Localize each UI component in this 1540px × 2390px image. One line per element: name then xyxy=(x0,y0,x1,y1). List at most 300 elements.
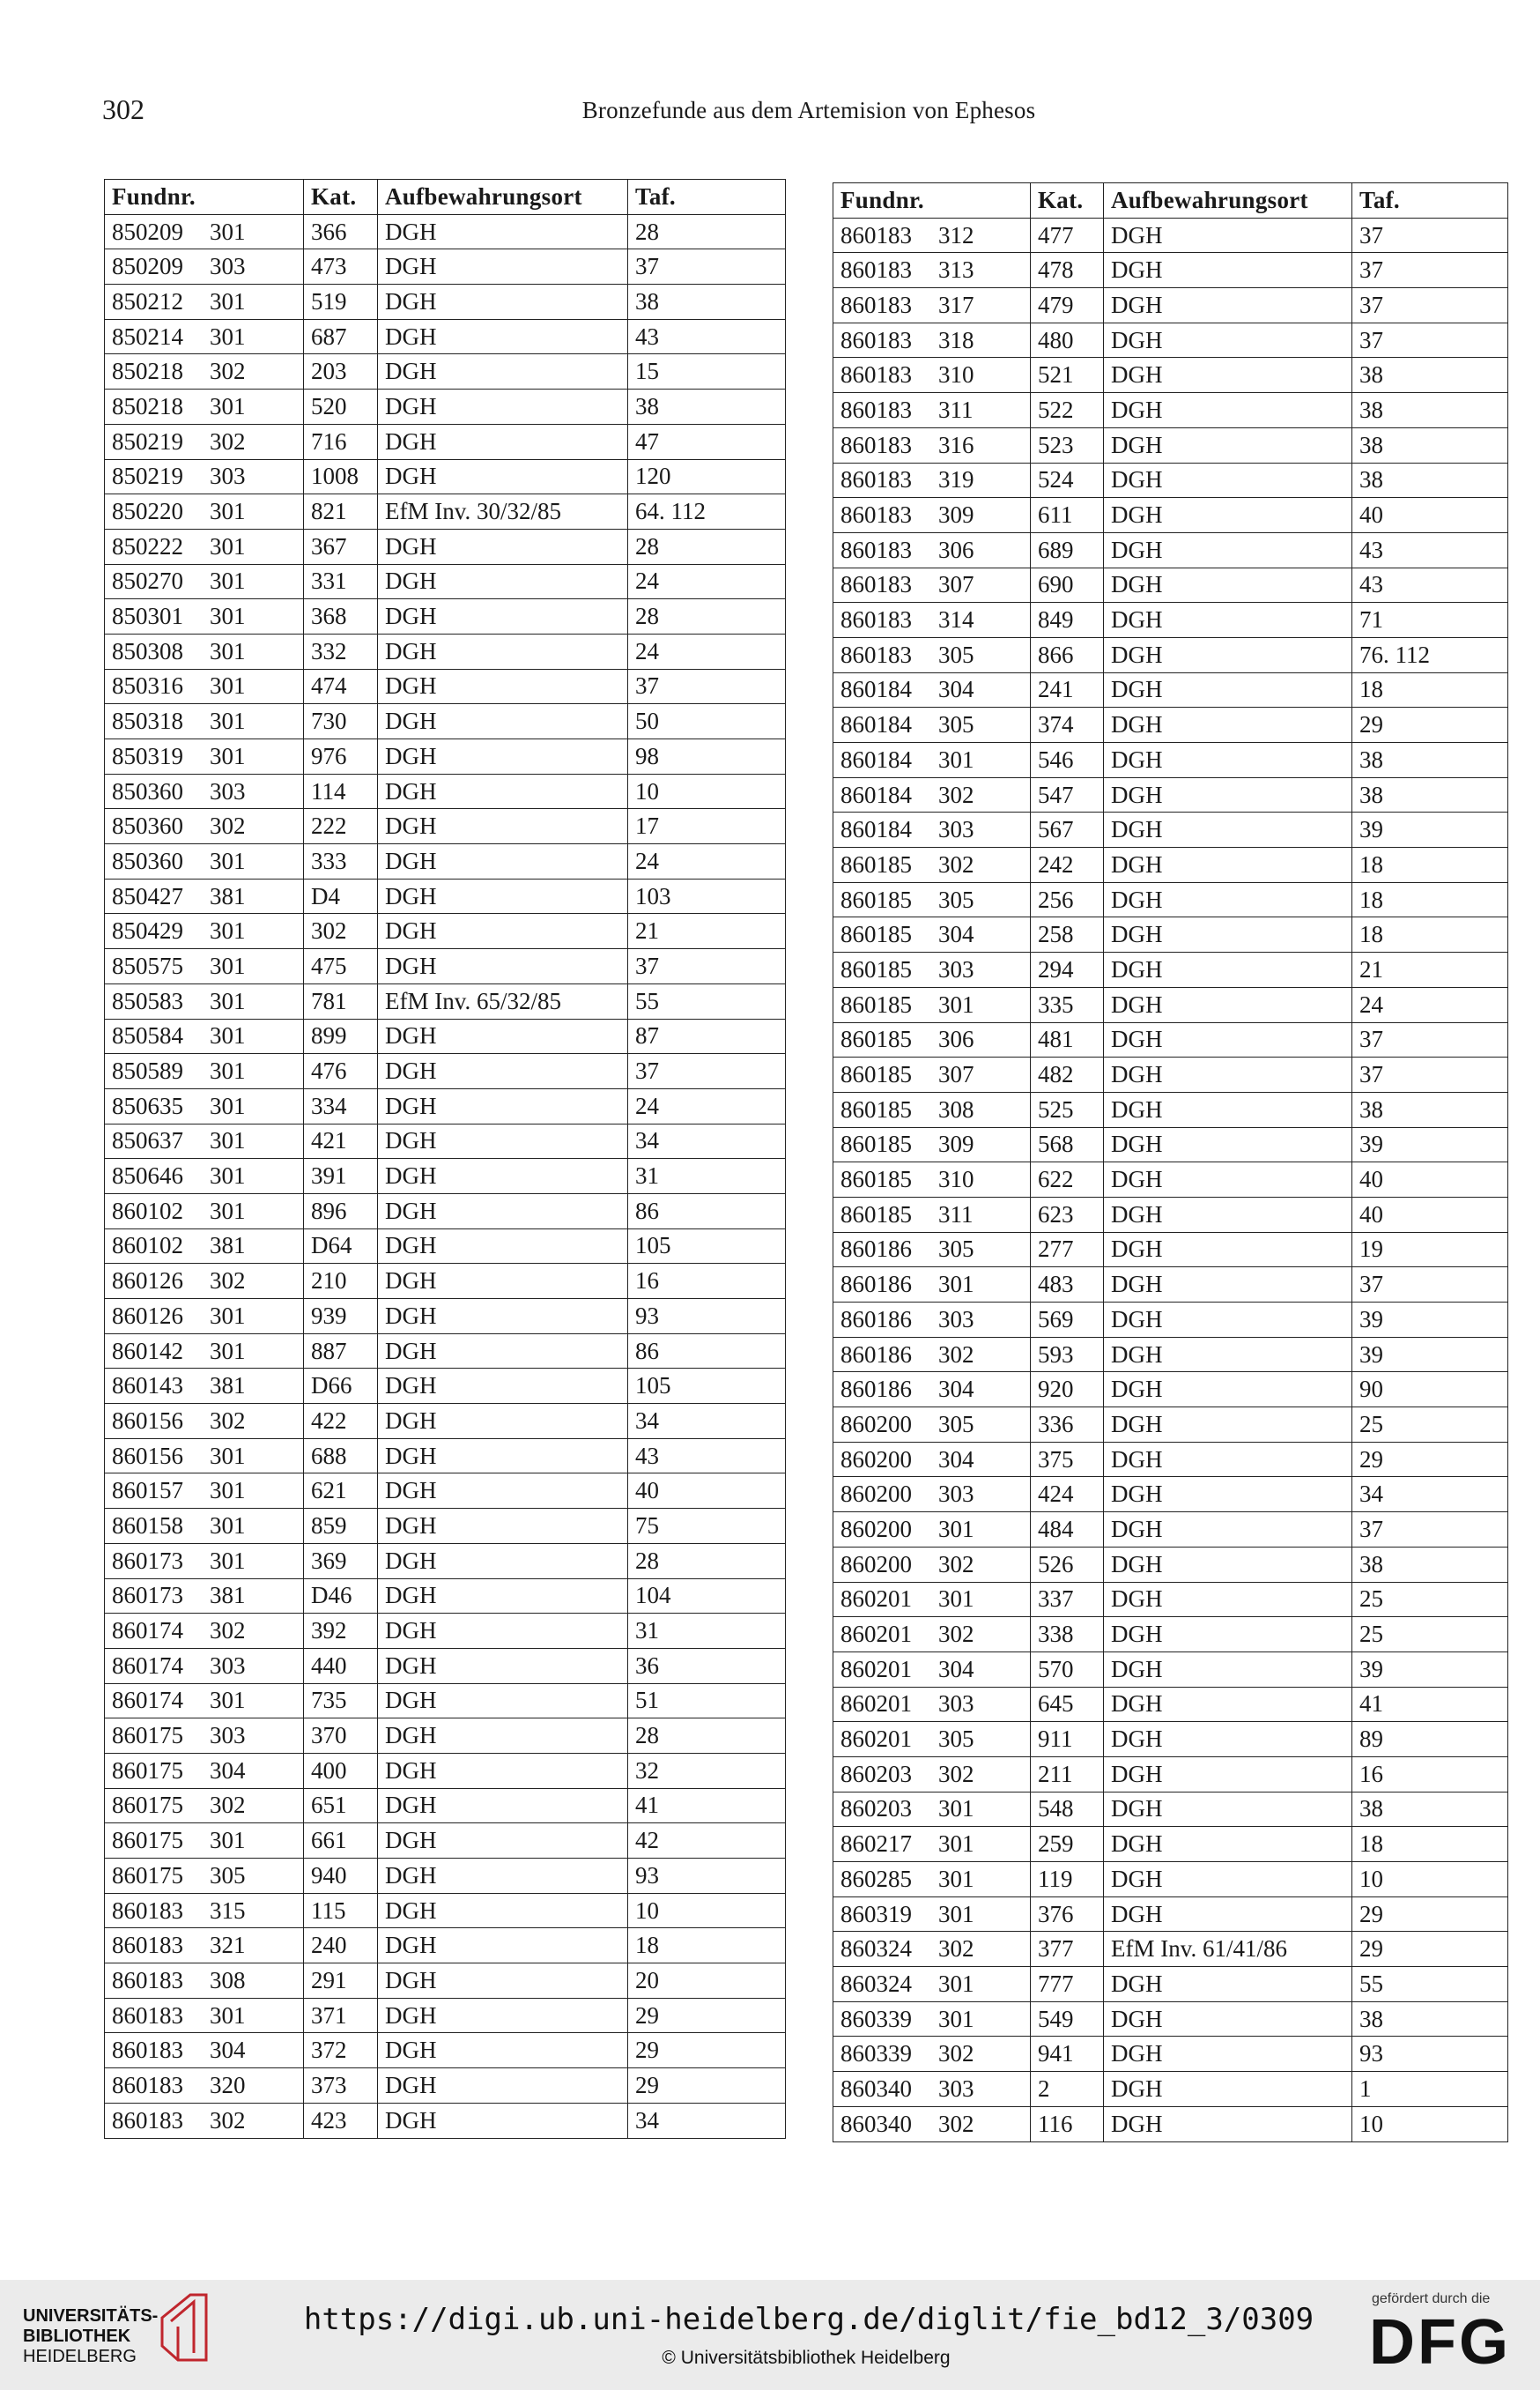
cell-aufbewahrungsort: DGH xyxy=(378,214,628,249)
cell-kat: 548 xyxy=(1031,1792,1104,1827)
cell-fundnr xyxy=(833,1022,1031,1058)
cell-taf: 37 xyxy=(628,1054,786,1089)
fundnr-subnumber: 303 xyxy=(210,463,246,490)
cell-aufbewahrungsort: DGH xyxy=(1104,1442,1352,1477)
cell-kat: 941 xyxy=(1031,2037,1104,2072)
cell-aufbewahrungsort: DGH xyxy=(1104,1407,1352,1443)
cell-fundnr xyxy=(105,1228,304,1264)
cell-fundnr xyxy=(105,1788,304,1823)
fundnr-subnumber: 306 xyxy=(938,536,974,563)
cell-fundnr xyxy=(105,424,304,459)
table-row xyxy=(833,1862,1508,1897)
table-row xyxy=(833,253,1508,288)
cell-aufbewahrungsort: DGH xyxy=(1104,218,1352,253)
fundnr-subnumber: 307 xyxy=(938,571,974,598)
cell-fundnr xyxy=(105,390,304,425)
cell-aufbewahrungsort: DGH xyxy=(1104,1617,1352,1652)
table-row xyxy=(105,1509,786,1544)
fundnr-number: 850575 xyxy=(112,952,183,979)
cell-taf: 105 xyxy=(628,1369,786,1404)
table-row xyxy=(105,2033,786,2068)
fundnr-number: 850635 xyxy=(112,1092,183,1119)
cell-fundnr xyxy=(105,879,304,914)
cell-aufbewahrungsort: DGH xyxy=(378,2103,628,2138)
table-header-row xyxy=(105,180,786,215)
cell-fundnr xyxy=(833,2037,1031,2072)
fundnr-subnumber: 303 xyxy=(938,2075,974,2102)
cell-kat: D66 xyxy=(304,1369,378,1404)
cell-kat: 335 xyxy=(1031,987,1104,1022)
cell-taf: 55 xyxy=(628,983,786,1019)
fundnr-subnumber: 303 xyxy=(938,955,974,983)
cell-taf: 41 xyxy=(628,1788,786,1823)
fundnr-subnumber: 301 xyxy=(210,672,246,700)
cell-taf: 71 xyxy=(1352,603,1508,638)
table-header-row xyxy=(833,183,1508,219)
cell-aufbewahrungsort: DGH xyxy=(378,949,628,984)
table-row xyxy=(105,424,786,459)
cell-kat: 689 xyxy=(1031,532,1104,568)
cell-fundnr xyxy=(833,1337,1031,1372)
cell-fundnr xyxy=(833,603,1031,638)
fundnr-number: 860339 xyxy=(840,2005,912,2032)
table-row xyxy=(833,672,1508,708)
cell-aufbewahrungsort: DGH xyxy=(378,1264,628,1299)
cell-taf: 38 xyxy=(628,390,786,425)
dfg-logo[interactable]: DFG xyxy=(1369,2307,1511,2378)
fundnr-number: 860173 xyxy=(112,1582,183,1609)
fundnr-number: 850219 xyxy=(112,427,183,455)
cell-aufbewahrungsort: DGH xyxy=(378,669,628,704)
cell-fundnr xyxy=(833,953,1031,988)
cell-taf: 36 xyxy=(628,1648,786,1683)
table-row xyxy=(833,1267,1508,1303)
fundnr-subnumber: 312 xyxy=(938,221,974,249)
fundnr-subnumber: 302 xyxy=(210,1617,246,1644)
cell-aufbewahrungsort: DGH xyxy=(1104,672,1352,708)
cell-aufbewahrungsort: DGH xyxy=(378,354,628,390)
table-row xyxy=(833,603,1508,638)
cell-kat: 859 xyxy=(304,1509,378,1544)
cell-taf: 38 xyxy=(1352,2001,1508,2037)
table-row xyxy=(105,1614,786,1649)
fundnr-number: 850316 xyxy=(112,672,183,700)
cell-aufbewahrungsort: DGH xyxy=(1104,1582,1352,1617)
table-row xyxy=(105,774,786,809)
fundnr-number: 860184 xyxy=(840,711,912,739)
cell-fundnr xyxy=(105,494,304,530)
cell-kat: 116 xyxy=(1031,2106,1104,2141)
cell-taf: 28 xyxy=(628,529,786,564)
cell-aufbewahrungsort: DGH xyxy=(1104,1303,1352,1338)
cell-aufbewahrungsort: DGH xyxy=(1104,1687,1352,1722)
cell-fundnr xyxy=(105,809,304,844)
fundnr-subnumber: 311 xyxy=(938,1200,974,1228)
cell-fundnr xyxy=(105,1088,304,1124)
cell-fundnr xyxy=(105,1369,304,1404)
fundnr-subnumber: 305 xyxy=(938,711,974,739)
cell-aufbewahrungsort: DGH xyxy=(378,1859,628,1894)
cell-taf: 93 xyxy=(628,1299,786,1334)
cell-aufbewahrungsort: DGH xyxy=(1104,463,1352,498)
fundnr-subnumber: 302 xyxy=(938,1550,974,1577)
fundnr-number: 850222 xyxy=(112,532,183,560)
table-row xyxy=(105,1369,786,1404)
cell-fundnr xyxy=(105,914,304,949)
cell-taf: 93 xyxy=(1352,2037,1508,2072)
cell-fundnr xyxy=(105,1578,304,1614)
cell-aufbewahrungsort: DGH xyxy=(378,1753,628,1788)
fundnr-subnumber: 301 xyxy=(210,1127,246,1154)
table-row xyxy=(833,882,1508,917)
cell-fundnr xyxy=(833,708,1031,743)
fundnr-number: 860203 xyxy=(840,1795,912,1822)
cell-kat: 484 xyxy=(1031,1512,1104,1548)
cell-taf: 38 xyxy=(1352,358,1508,393)
fundnr-subnumber: 301 xyxy=(938,1795,974,1822)
cell-aufbewahrungsort: DGH xyxy=(378,1683,628,1718)
cell-fundnr xyxy=(105,1718,304,1754)
cell-kat: 277 xyxy=(1031,1232,1104,1267)
cell-aufbewahrungsort: DGH xyxy=(1104,1792,1352,1827)
table-row xyxy=(833,358,1508,393)
cell-aufbewahrungsort: DGH xyxy=(378,809,628,844)
cell-fundnr xyxy=(105,739,304,775)
table-row xyxy=(833,1127,1508,1162)
table-row xyxy=(833,1477,1508,1512)
cell-aufbewahrungsort: DGH xyxy=(378,1473,628,1509)
cell-kat: 333 xyxy=(304,844,378,880)
table-row xyxy=(833,953,1508,988)
table-row xyxy=(833,1092,1508,1127)
cell-kat: 849 xyxy=(1031,603,1104,638)
fundnr-number: 850360 xyxy=(112,777,183,805)
cell-fundnr xyxy=(833,1058,1031,1093)
cell-aufbewahrungsort: DGH xyxy=(1104,1092,1352,1127)
fundnr-number: 860183 xyxy=(840,291,912,318)
cell-taf: 103 xyxy=(628,879,786,914)
cell-aufbewahrungsort: DGH xyxy=(378,1509,628,1544)
cell-taf: 38 xyxy=(1352,1792,1508,1827)
cell-aufbewahrungsort: EfM Inv. 30/32/85 xyxy=(378,494,628,530)
fundnr-number: 860175 xyxy=(112,1722,183,1749)
fundnr-number: 860319 xyxy=(840,1900,912,1927)
cell-aufbewahrungsort: DGH xyxy=(378,249,628,285)
cell-taf: 38 xyxy=(1352,743,1508,778)
fundnr-subnumber: 301 xyxy=(210,1511,246,1539)
cell-kat: 376 xyxy=(1031,1896,1104,1932)
table-row xyxy=(105,809,786,844)
fundnr-number: 860175 xyxy=(112,1756,183,1784)
cell-aufbewahrungsort: DGH xyxy=(378,1998,628,2033)
cell-aufbewahrungsort: DGH xyxy=(378,879,628,914)
cell-kat: 522 xyxy=(1031,393,1104,428)
table-row xyxy=(105,1578,786,1614)
cell-kat: 480 xyxy=(1031,323,1104,358)
cell-kat: 119 xyxy=(1031,1862,1104,1897)
table-row xyxy=(105,319,786,354)
cell-aufbewahrungsort: DGH xyxy=(1104,743,1352,778)
fundnr-subnumber: 301 xyxy=(210,498,246,525)
cell-fundnr xyxy=(833,1792,1031,1827)
table-row xyxy=(105,1473,786,1509)
cell-kat: 939 xyxy=(304,1299,378,1334)
fundnr-number: 850209 xyxy=(112,218,183,245)
fundnr-number: 860339 xyxy=(840,2040,912,2067)
cell-kat: 911 xyxy=(1031,1722,1104,1757)
table-row xyxy=(833,1407,1508,1443)
fundnr-subnumber: 305 xyxy=(938,1410,974,1437)
fundnr-number: 860158 xyxy=(112,1511,183,1539)
cell-kat: 258 xyxy=(1031,917,1104,953)
fundnr-subnumber: 301 xyxy=(210,323,246,350)
cell-taf: 37 xyxy=(1352,323,1508,358)
cell-kat: 367 xyxy=(304,529,378,564)
fundnr-subnumber: 314 xyxy=(938,606,974,634)
fundnr-subnumber: 307 xyxy=(938,1061,974,1088)
fundnr-subnumber: 302 xyxy=(210,2106,246,2134)
fundnr-number: 860185 xyxy=(840,1026,912,1053)
table-row xyxy=(105,739,786,775)
fundnr-subnumber: 308 xyxy=(210,1966,246,1993)
fundnr-subnumber: 301 xyxy=(938,1830,974,1858)
cell-aufbewahrungsort: DGH xyxy=(378,1333,628,1369)
cell-fundnr xyxy=(833,1582,1031,1617)
table-row xyxy=(105,1333,786,1369)
fundnr-number: 860183 xyxy=(112,1966,183,1993)
fundnr-number: 860157 xyxy=(112,1477,183,1504)
cell-fundnr xyxy=(105,774,304,809)
cell-fundnr xyxy=(105,459,304,494)
fundnr-subnumber: 305 xyxy=(210,1861,246,1889)
fundnr-subnumber: 302 xyxy=(938,1760,974,1787)
cell-taf: 25 xyxy=(1352,1407,1508,1443)
table-row xyxy=(105,1299,786,1334)
cell-fundnr xyxy=(833,253,1031,288)
cell-fundnr xyxy=(833,1896,1031,1932)
fundnr-number: 860183 xyxy=(840,396,912,423)
cell-taf: 38 xyxy=(1352,393,1508,428)
fundnr-subnumber: 310 xyxy=(938,361,974,389)
cell-kat: 781 xyxy=(304,983,378,1019)
cell-aufbewahrungsort: DGH xyxy=(1104,253,1352,288)
fundnr-number: 860183 xyxy=(840,431,912,458)
fundnr-subnumber: 301 xyxy=(210,917,246,945)
column-header-fundnr: Fundnr. xyxy=(833,183,1031,219)
fundnr-number: 860156 xyxy=(112,1407,183,1434)
fundnr-subnumber: 301 xyxy=(210,603,246,630)
cell-aufbewahrungsort: DGH xyxy=(1104,1267,1352,1303)
cell-taf: 38 xyxy=(1352,1547,1508,1582)
library-name-line2: BIBLIOTHEK xyxy=(23,2327,131,2346)
table-row xyxy=(105,704,786,739)
cell-aufbewahrungsort: DGH xyxy=(378,1718,628,1754)
cell-kat: 473 xyxy=(304,249,378,285)
cell-fundnr xyxy=(833,1932,1031,1967)
cell-aufbewahrungsort: DGH xyxy=(378,1928,628,1963)
cell-fundnr xyxy=(833,498,1031,533)
fundnr-number: 860102 xyxy=(112,1232,183,1259)
table-row xyxy=(833,1372,1508,1407)
fundnr-number: 860217 xyxy=(840,1830,912,1858)
cell-fundnr xyxy=(105,1124,304,1159)
table-row xyxy=(105,1019,786,1054)
fundnr-subnumber: 301 xyxy=(210,1092,246,1119)
fundnr-subnumber: 302 xyxy=(210,1267,246,1295)
cell-taf: 15 xyxy=(628,354,786,390)
fundnr-number: 860102 xyxy=(112,1197,183,1224)
fundnr-number: 860185 xyxy=(840,1166,912,1193)
table-row xyxy=(105,494,786,530)
cell-taf: 28 xyxy=(628,599,786,635)
fundnr-number: 860183 xyxy=(112,2037,183,2064)
fundnr-subnumber: 302 xyxy=(210,1407,246,1434)
cell-fundnr xyxy=(833,2072,1031,2107)
cell-taf: 41 xyxy=(1352,1687,1508,1722)
fundnr-number: 860200 xyxy=(840,1445,912,1473)
cell-taf: 37 xyxy=(1352,1058,1508,1093)
cell-fundnr xyxy=(105,599,304,635)
cell-taf: 40 xyxy=(628,1473,786,1509)
cell-taf: 24 xyxy=(628,1088,786,1124)
cell-aufbewahrungsort: DGH xyxy=(378,1369,628,1404)
footer-url-link[interactable]: https://digi.ub.uni-heidelberg.de/diglit/fie_bd12_3/0309 xyxy=(303,2302,1314,2337)
cell-kat: 887 xyxy=(304,1333,378,1369)
cell-kat: 372 xyxy=(304,2033,378,2068)
table-row xyxy=(105,354,786,390)
fundnr-number: 860185 xyxy=(840,1095,912,1123)
fundnr-number: 860184 xyxy=(840,816,912,843)
cell-fundnr xyxy=(105,1299,304,1334)
table-row xyxy=(105,2103,786,2138)
fundnr-subnumber: 305 xyxy=(938,1236,974,1263)
cell-taf: 29 xyxy=(628,2068,786,2104)
fundnr-subnumber: 321 xyxy=(210,1932,246,1959)
cell-fundnr xyxy=(105,1264,304,1299)
cell-fundnr xyxy=(833,1127,1031,1162)
cell-taf: 31 xyxy=(628,1159,786,1194)
cell-taf: 24 xyxy=(1352,987,1508,1022)
cell-taf: 105 xyxy=(628,1228,786,1264)
cell-fundnr xyxy=(833,1092,1031,1127)
column-header-aufbewahrungsort: Aufbewahrungsort xyxy=(1104,183,1352,219)
cell-taf: 43 xyxy=(1352,532,1508,568)
cell-kat: 242 xyxy=(1031,848,1104,883)
fundnr-number: 860186 xyxy=(840,1305,912,1332)
column-header-kat: Kat. xyxy=(1031,183,1104,219)
library-name-line1: UNIVERSITÄTS- xyxy=(23,2306,159,2326)
column-header-kat: Kat. xyxy=(304,180,378,215)
cell-taf: 34 xyxy=(1352,1477,1508,1512)
fundnr-subnumber: 301 xyxy=(210,1477,246,1504)
cell-kat: 716 xyxy=(304,424,378,459)
cell-taf: 39 xyxy=(1352,813,1508,848)
cell-taf: 29 xyxy=(1352,1896,1508,1932)
cell-aufbewahrungsort: DGH xyxy=(1104,1127,1352,1162)
fundnr-subnumber: 301 xyxy=(210,568,246,595)
column-header-aufbewahrungsort: Aufbewahrungsort xyxy=(378,180,628,215)
table-row xyxy=(105,249,786,285)
cell-taf: 75 xyxy=(628,1509,786,1544)
fundnr-subnumber: 301 xyxy=(210,1442,246,1469)
cell-kat: 391 xyxy=(304,1159,378,1194)
cell-fundnr xyxy=(105,1893,304,1928)
cell-kat: 334 xyxy=(304,1088,378,1124)
cell-kat: 240 xyxy=(304,1928,378,1963)
cell-fundnr xyxy=(105,2103,304,2138)
table-row xyxy=(105,1683,786,1718)
cell-fundnr xyxy=(833,2106,1031,2141)
fundnr-number: 860186 xyxy=(840,1376,912,1403)
cell-taf: 90 xyxy=(1352,1372,1508,1407)
cell-taf: 38 xyxy=(628,285,786,320)
cell-taf: 16 xyxy=(628,1264,786,1299)
cell-taf: 43 xyxy=(1352,568,1508,603)
table-row xyxy=(105,1823,786,1859)
fundnr-number: 860324 xyxy=(840,1970,912,1997)
table-row xyxy=(105,390,786,425)
cell-fundnr xyxy=(105,1683,304,1718)
fundnr-number: 860175 xyxy=(112,1827,183,1854)
fundnr-number: 860185 xyxy=(840,886,912,913)
cell-taf: 38 xyxy=(1352,1092,1508,1127)
table-row xyxy=(833,777,1508,813)
table-row xyxy=(833,2072,1508,2107)
cell-kat: 203 xyxy=(304,354,378,390)
fundnr-subnumber: 302 xyxy=(938,2040,974,2067)
table-row xyxy=(105,879,786,914)
cell-fundnr xyxy=(105,1019,304,1054)
cell-kat: 623 xyxy=(1031,1197,1104,1232)
fundnr-number: 850214 xyxy=(112,323,183,350)
cell-taf: 18 xyxy=(1352,848,1508,883)
cell-fundnr xyxy=(105,1998,304,2033)
fundnr-number: 860175 xyxy=(112,1792,183,1819)
cell-aufbewahrungsort: DGH xyxy=(378,1578,628,1614)
fundnr-number: 860142 xyxy=(112,1337,183,1364)
cell-fundnr xyxy=(105,285,304,320)
cell-fundnr xyxy=(833,917,1031,953)
fundnr-subnumber: 308 xyxy=(938,1095,974,1123)
fundnr-number: 850301 xyxy=(112,603,183,630)
fundnr-number: 860183 xyxy=(112,2071,183,2098)
fundnr-subnumber: 313 xyxy=(938,256,974,284)
fundnr-subnumber: 316 xyxy=(938,431,974,458)
table-row xyxy=(833,1232,1508,1267)
cell-aufbewahrungsort: DGH xyxy=(1104,1022,1352,1058)
cell-taf: 93 xyxy=(628,1859,786,1894)
cell-fundnr xyxy=(105,529,304,564)
cell-fundnr xyxy=(833,1617,1031,1652)
cell-fundnr xyxy=(105,983,304,1019)
table-row xyxy=(105,2068,786,2104)
cell-fundnr xyxy=(833,2001,1031,2037)
table-row xyxy=(833,427,1508,463)
fundnr-number: 860340 xyxy=(840,2075,912,2102)
cell-fundnr xyxy=(833,1512,1031,1548)
fundnr-subnumber: 301 xyxy=(938,1585,974,1613)
fundnr-number: 860200 xyxy=(840,1515,912,1542)
cell-kat: 302 xyxy=(304,914,378,949)
fundnr-subnumber: 305 xyxy=(938,1726,974,1753)
cell-fundnr xyxy=(833,427,1031,463)
cell-aufbewahrungsort: DGH xyxy=(1104,708,1352,743)
cell-taf: 37 xyxy=(628,949,786,984)
table-row xyxy=(833,1022,1508,1058)
table-row xyxy=(833,1896,1508,1932)
fundnr-number: 860156 xyxy=(112,1442,183,1469)
cell-kat: 294 xyxy=(1031,953,1104,988)
